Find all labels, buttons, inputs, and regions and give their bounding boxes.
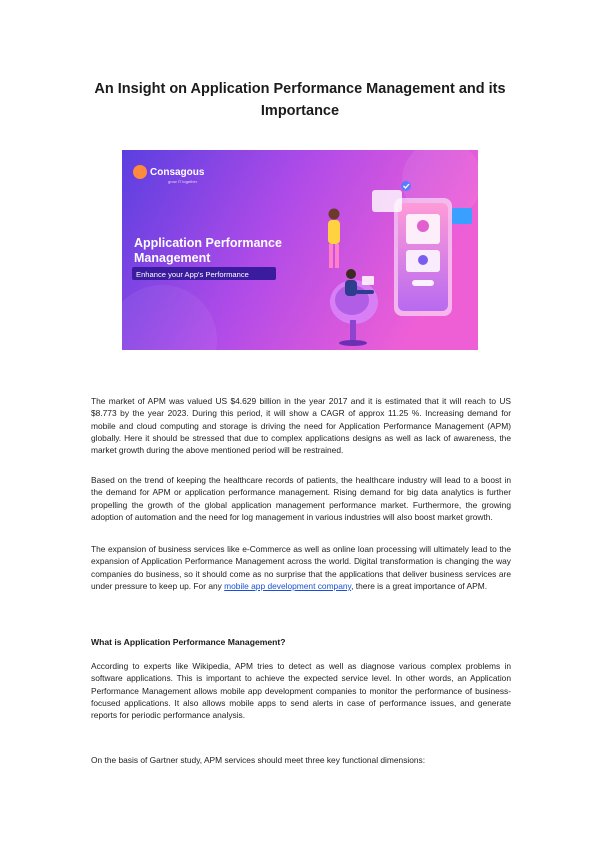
paragraph-gartner: On the basis of Gartner study, APM services should meet three key functional dimensions: xyxy=(91,755,426,765)
paragraph-text-after-link: , there is a great importance of APM. xyxy=(351,580,488,591)
check-icon xyxy=(401,181,411,191)
hero-illustration xyxy=(122,150,478,350)
page-title: An Insight on Application Performance Management and its Importance xyxy=(94,81,506,119)
brand-tagline: grow IT together xyxy=(168,179,198,184)
hero-heading-line2: Management xyxy=(134,251,211,265)
mobile-app-development-link[interactable]: mobile app development company xyxy=(224,580,352,591)
paragraph-apm-definition: According to experts like Wikipedia, APM tries to detect as well as diagnose various complex problems in software applications. This is important to achieve the expected service level. In other words, an Application Performance Management allows mobile app development companies to monitor the performance of business-focused applications. It also allows mobile apps to send alerts in case of performance issues, and generate reports for periodic performance analysis. xyxy=(91,661,511,721)
section-heading: What is Application Performance Management? xyxy=(91,637,286,647)
brand-name: Consagous xyxy=(150,167,205,178)
floating-card xyxy=(372,190,402,212)
paragraph-text-before-link: The expansion of business services like e-Commerce as well as online loan processing will ultimately lead to the expansion of Application Performance Management across the world. Digital transformation is changing the way companies do business, so it should come as no surprise that the applications that deliver business services are under pressure to keep up. For any xyxy=(91,544,511,591)
paragraph-business-services xyxy=(91,543,511,592)
folder-icon xyxy=(452,208,472,224)
phone-illustration xyxy=(394,198,452,316)
hero-banner-image xyxy=(122,150,478,350)
paragraph-healthcare: Based on the trend of keeping the healthcare records of patients, the healthcare industry will lead to a boost in the demand for APM or application performance management. Rising demand for big data analytics is further propelling the growth of the global application management performance market. Furthermore, the growing adoption of automation and the need for log management in various industries will also boost market growth. xyxy=(91,475,511,522)
hero-heading-line1: Application Performance xyxy=(134,236,282,250)
hero-subtitle: Enhance your App's Performance xyxy=(136,270,249,279)
paragraph-market-value: The market of APM was valued US $4.629 billion in the year 2017 and it is estimated that it will reach to US $8.773 by the year 2023. During this period, it will show a CAGR of approx 11.25 %. Increasing demand for mobile and cloud computing and storage is driving the need for Application Performance Management (APM) globally. Here it should be stressed that due to complex applications designs as well as lack of awareness, the market growth during the above mentioned period will be restrained. xyxy=(91,396,511,456)
